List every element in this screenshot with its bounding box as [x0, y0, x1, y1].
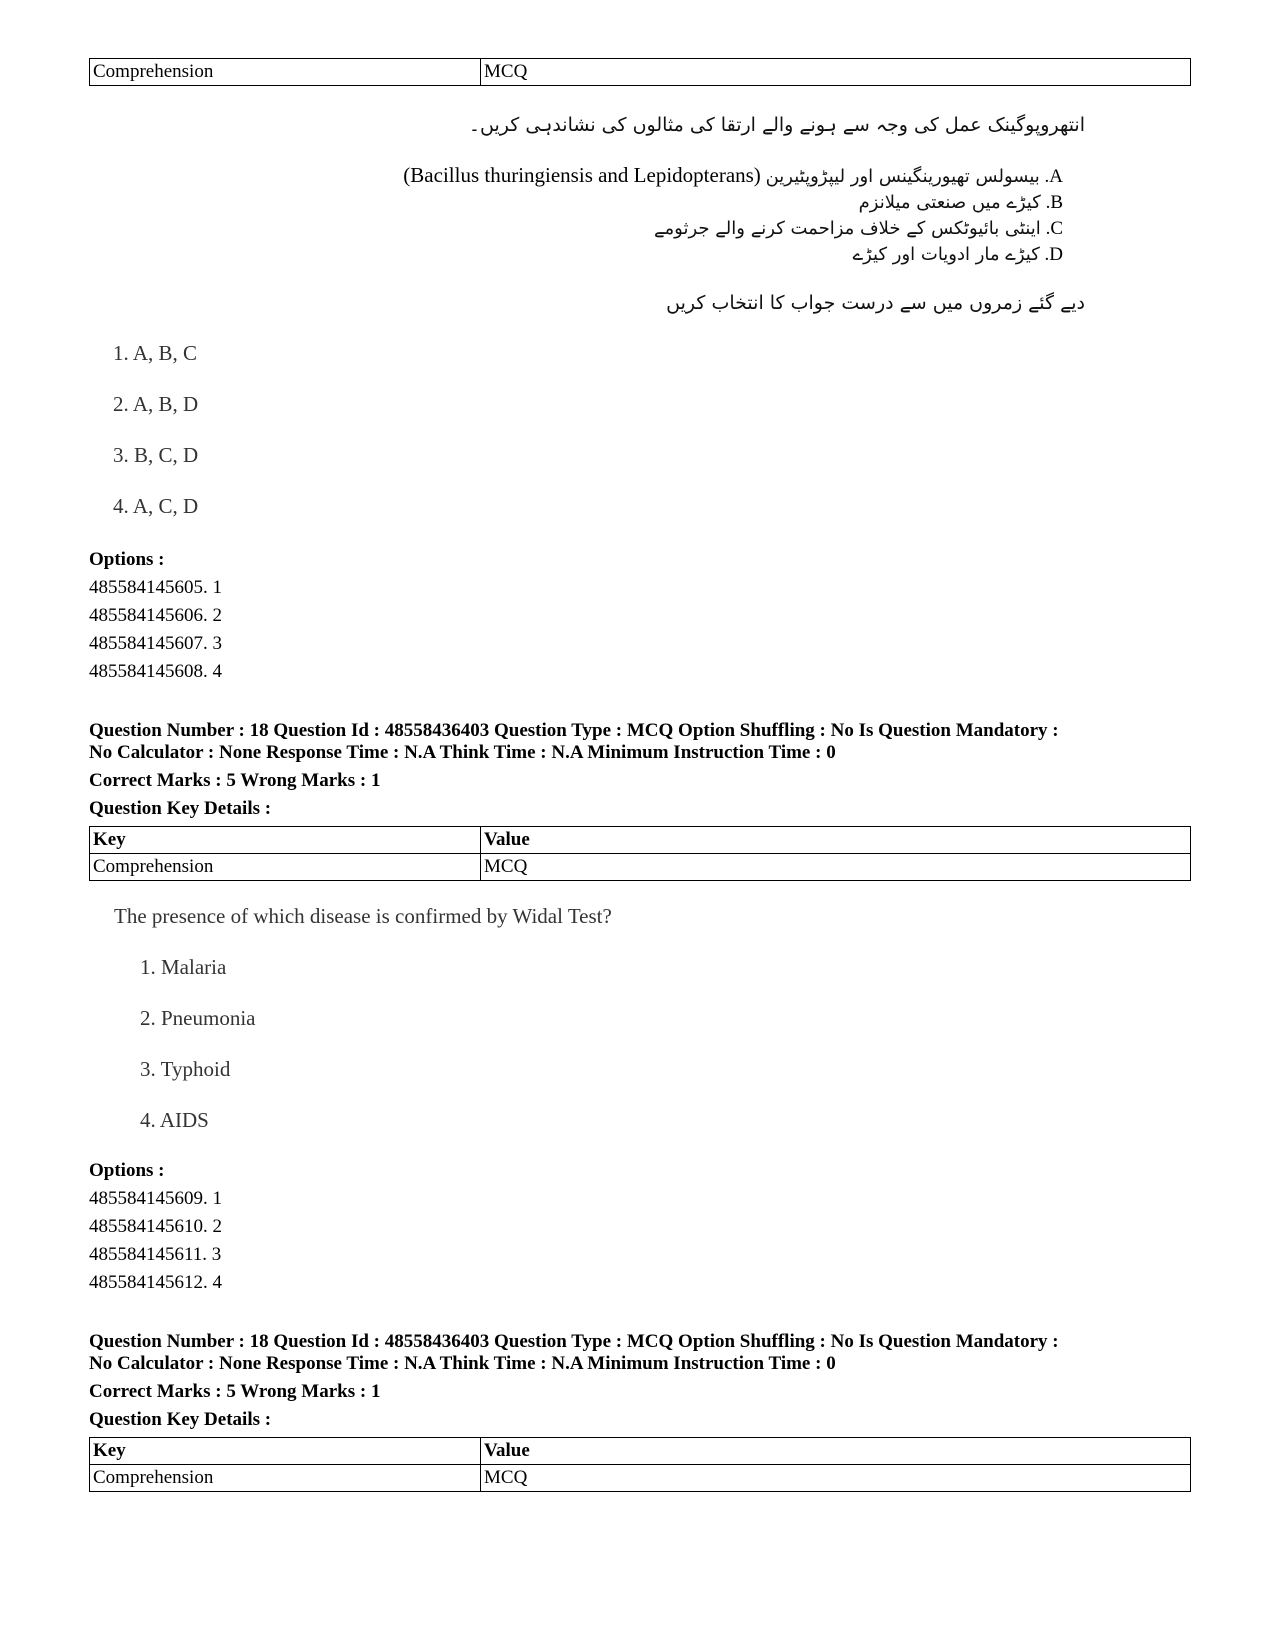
- option-item: 485584145607. 3: [89, 633, 222, 654]
- answer-choice: 2. A, B, D: [113, 392, 199, 416]
- meta-line-2: No Calculator : None Response Time : N.A Think Time : N.A Minimum Instruction Time : 0: [89, 742, 836, 763]
- answer-choice: 1. Malaria: [140, 955, 227, 979]
- meta-line-1: Question Number : 18 Question Id : 48558436403 Question Type : MCQ Option Shuffling : No Is Question Mandatory :: [89, 1331, 1059, 1352]
- statement-d: D. کیڑے مار ادویات اور کیڑے: [852, 244, 1063, 265]
- urdu-question-prompt: انتھروپوگینک عمل کی وجہ سے ہونے والے ارتقا کی مثالوں کی نشاندہی کریں۔: [468, 114, 1085, 136]
- table-row: [90, 59, 1191, 86]
- urdu-instruction: دیے گئے زمروں میں سے درست جواب کا انتخاب کریں: [666, 292, 1085, 314]
- option-item: 485584145605. 1: [89, 577, 222, 598]
- answer-choice: 3. Typhoid: [140, 1057, 231, 1081]
- option-item: 485584145609. 1: [89, 1188, 222, 1209]
- meta-line-1: Question Number : 18 Question Id : 48558436403 Question Type : MCQ Option Shuffling : No Is Question Mandatory :: [89, 720, 1059, 741]
- answer-choice: 3. B, C, D: [113, 443, 199, 467]
- options-list: [89, 1157, 222, 1297]
- table-cell-value: MCQ: [481, 1465, 1191, 1492]
- urdu-statements: [243, 162, 1063, 268]
- question-key-table: [89, 826, 1191, 881]
- table-cell-value: MCQ: [481, 854, 1191, 881]
- table-cell-key: Comprehension: [90, 59, 481, 86]
- meta-line-2: No Calculator : None Response Time : N.A Think Time : N.A Minimum Instruction Time : 0: [89, 1353, 836, 1374]
- question-text: The presence of which disease is confirmed by Widal Test?: [114, 904, 612, 928]
- question-key-table: [89, 58, 1191, 86]
- header-value: Value: [481, 827, 1191, 854]
- question-key-table: [89, 1437, 1191, 1492]
- marks-line: Correct Marks : 5 Wrong Marks : 1: [89, 1381, 381, 1402]
- table-cell-key: Comprehension: [90, 854, 481, 881]
- answer-choice: 4. AIDS: [140, 1108, 209, 1132]
- statement-b: B. کیڑے میں صنعتی میلانزم: [858, 192, 1063, 213]
- answer-choice: 1. A, B, C: [113, 341, 198, 365]
- answer-choice: 2. Pneumonia: [140, 1006, 256, 1030]
- option-item: 485584145611. 3: [89, 1244, 222, 1265]
- answer-choice: 4. A, C, D: [113, 494, 199, 518]
- options-list: [89, 546, 222, 686]
- question-meta: [89, 1331, 1209, 1375]
- options-heading: Options :: [89, 1160, 165, 1181]
- table-header-row: [90, 1438, 1191, 1465]
- option-item: 485584145608. 4: [89, 661, 222, 682]
- option-item: 485584145610. 2: [89, 1216, 222, 1237]
- question-meta: [89, 720, 1209, 764]
- table-cell-key: Comprehension: [90, 1465, 481, 1492]
- table-cell-value: MCQ: [481, 59, 1191, 86]
- key-details-heading: Question Key Details :: [89, 1409, 272, 1430]
- table-header-row: [90, 827, 1191, 854]
- table-row: [90, 854, 1191, 881]
- header-key: Key: [90, 827, 481, 854]
- option-item: 485584145612. 4: [89, 1272, 222, 1293]
- table-row: [90, 1465, 1191, 1492]
- option-item: 485584145606. 2: [89, 605, 222, 626]
- statement-a: A. بیسولس تھیورینگینس اور لیپڑوپٹیرین (Bacillus thuringiensis and Lepidopterans): [403, 163, 1063, 187]
- key-details-heading: Question Key Details :: [89, 798, 272, 819]
- marks-line: Correct Marks : 5 Wrong Marks : 1: [89, 770, 381, 791]
- options-heading: Options :: [89, 549, 165, 570]
- header-value: Value: [481, 1438, 1191, 1465]
- header-key: Key: [90, 1438, 481, 1465]
- statement-c: C. اینٹی بائیوٹکس کے خلاف مزاحمت کرنے والے جرثومے: [653, 218, 1063, 239]
